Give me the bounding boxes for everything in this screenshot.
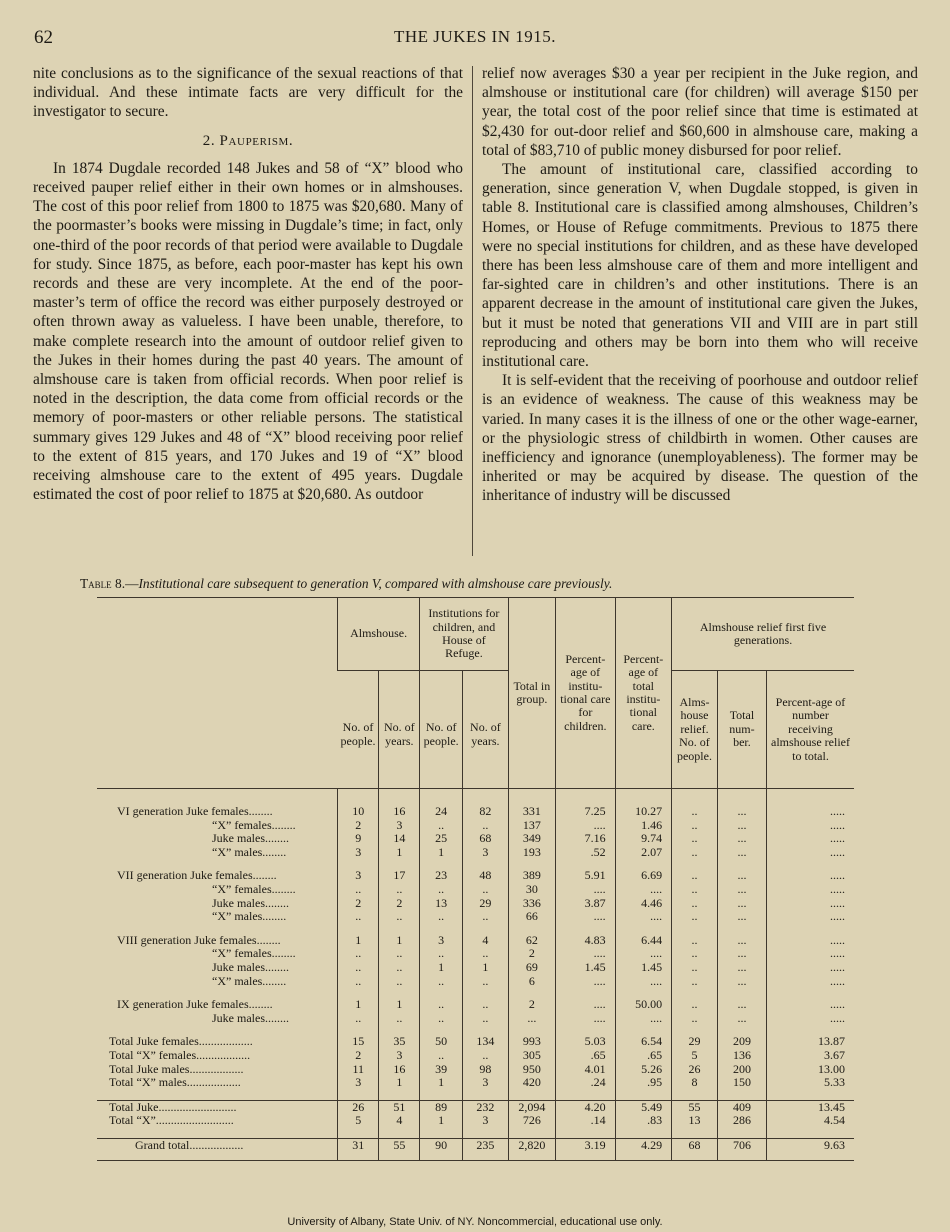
table-cell: 136 — [717, 1049, 766, 1063]
table-cell: 3 — [338, 1076, 379, 1090]
table-cell: 6.69 — [615, 869, 672, 883]
table-cell: .... — [615, 1012, 672, 1026]
table-cell: 39 — [420, 1063, 463, 1077]
row-label: VII generation Juke females........ — [117, 869, 277, 883]
table-cell: ..... — [767, 998, 855, 1012]
header-no-of-years: No. of years. — [379, 671, 420, 789]
table-cell: 31 — [338, 1138, 379, 1152]
table-row — [97, 998, 854, 1012]
table-cell: ... — [717, 869, 766, 883]
table-cell: 10 — [338, 805, 379, 819]
table-cell: .. — [420, 998, 463, 1012]
table-cell: .65 — [556, 1049, 615, 1063]
table-cell: 3 — [379, 819, 420, 833]
row-label: Total “X”.......................... — [109, 1114, 234, 1128]
paragraph: relief now averages $30 a year per recipient in the Juke region, and almshouse or institutional care (for children) will average $150 per year, the total cost of the poor relief since that time is estimated at $2,430 for out-door relief and $60,600 in almshouse care, making a total of $83,710 of public money disbursed for poor relief. — [482, 65, 918, 159]
table-cell: 29 — [463, 897, 508, 911]
table-cell: .. — [672, 832, 718, 846]
table-cell: .65 — [615, 1049, 672, 1063]
table-cell: ... — [717, 819, 766, 833]
table-cell: 50.00 — [615, 998, 672, 1012]
table-cell: 9.63 — [767, 1138, 855, 1152]
header-pct-total: Percent-age of total institu-tional care. — [615, 598, 672, 789]
table-cell: 1 — [463, 961, 508, 975]
table-cell: 1.45 — [556, 961, 615, 975]
table-cell: .. — [672, 961, 718, 975]
table-cell: 1 — [379, 998, 420, 1012]
table-cell: 4.29 — [615, 1138, 672, 1152]
table-cell: .. — [672, 947, 718, 961]
left-column — [33, 64, 463, 504]
table-cell: ..... — [767, 819, 855, 833]
row-label: Total Juke males.................. — [109, 1062, 244, 1076]
table-cell: .95 — [615, 1076, 672, 1090]
table-cell: 30 — [508, 883, 556, 897]
table-cell: 4.83 — [556, 934, 615, 948]
table-cell: 55 — [379, 1138, 420, 1152]
table-cell: 2 — [338, 819, 379, 833]
table-cell: .. — [463, 975, 508, 989]
header-total-in-group: Total in group. — [508, 598, 556, 789]
table-cell: ... — [508, 1012, 556, 1026]
table-cell: .14 — [556, 1114, 615, 1128]
table-cell: .... — [615, 975, 672, 989]
table-cell: ..... — [767, 975, 855, 989]
table-cell: 4.46 — [615, 897, 672, 911]
table-cell: ..... — [767, 961, 855, 975]
table-row — [97, 975, 854, 989]
page-number: 62 — [34, 27, 53, 48]
row-label: “X” males........ — [212, 910, 287, 924]
table-cell: ..... — [767, 910, 855, 924]
header-no-of-years: No. of years. — [463, 671, 508, 789]
table-cell: 4.54 — [767, 1114, 855, 1128]
table-cell: 209 — [717, 1035, 766, 1049]
table-cell: .. — [672, 1012, 718, 1026]
table-cell: .... — [615, 910, 672, 924]
table-row — [97, 961, 854, 975]
table-caption-label: Table 8.— — [80, 576, 139, 591]
table-cell: 4.01 — [556, 1063, 615, 1077]
table-cell: 51 — [379, 1100, 420, 1114]
table-cell: ... — [717, 998, 766, 1012]
table-cell: ..... — [767, 934, 855, 948]
table-cell: 25 — [420, 832, 463, 846]
table-cell: 5.03 — [556, 1035, 615, 1049]
table-cell: 5.33 — [767, 1076, 855, 1090]
row-label: Juke males........ — [212, 896, 289, 910]
table-cell: 993 — [508, 1035, 556, 1049]
table-cell: .. — [379, 910, 420, 924]
table-cell: .. — [338, 961, 379, 975]
table-cell: .... — [556, 910, 615, 924]
table-cell: ..... — [767, 869, 855, 883]
table-cell: .. — [672, 934, 718, 948]
section-number: 2. — [202, 132, 220, 149]
table-cell: 3 — [463, 1076, 508, 1090]
table-row — [97, 1049, 854, 1063]
table-row — [97, 1035, 854, 1049]
table-cell: 98 — [463, 1063, 508, 1077]
table-cell: 2 — [338, 897, 379, 911]
table-cell: 5 — [672, 1049, 718, 1063]
table-cell: .. — [463, 883, 508, 897]
table-row — [97, 910, 854, 924]
table-row — [97, 1076, 854, 1090]
table-cell: 26 — [338, 1100, 379, 1114]
table-cell: 2 — [338, 1049, 379, 1063]
table-cell: 68 — [672, 1138, 718, 1152]
table-cell: ... — [717, 846, 766, 860]
table-cell: ... — [717, 934, 766, 948]
table-cell: 9.74 — [615, 832, 672, 846]
table-cell: 82 — [463, 805, 508, 819]
table-cell: .. — [672, 975, 718, 989]
row-label: Grand total.................. — [97, 1138, 338, 1152]
table-cell: .. — [463, 1049, 508, 1063]
table-cell: 5 — [338, 1114, 379, 1128]
row-label: “X” males........ — [212, 845, 287, 859]
table-cell: 235 — [463, 1138, 508, 1152]
row-label: VI generation Juke females........ — [117, 805, 273, 818]
table-cell: 3 — [379, 1049, 420, 1063]
table-cell: ..... — [767, 846, 855, 860]
table-cell: 150 — [717, 1076, 766, 1090]
table-cell: 69 — [508, 961, 556, 975]
row-label: “X” females........ — [212, 882, 296, 896]
spacer-row — [97, 1128, 854, 1139]
table-cell: .... — [556, 998, 615, 1012]
table-cell: 13 — [420, 897, 463, 911]
paragraph: The amount of institutional care, classified according to generation, since generation V, when Dugdale stopped, is given in table 8. Institutional care is classified among almshouses, Children’s Homes, or House of Refuge commitments. Previous to 1875 there were no special institutions for children, and as these have developed there has been less almshouse care of them and more intelligent and far-sighted care in children’s and other institutions. There is an apparent decrease in the amount of institutional care given the Jukes, but it must be noted that generations VII and VIII are in part still reproducing and others may be born into them who will receive institutional care. — [482, 161, 918, 371]
table-cell: 68 — [463, 832, 508, 846]
spacer-row — [97, 789, 854, 806]
table-cell: ..... — [767, 883, 855, 897]
header-institutions: Institutions for children, and House of Refuge. — [420, 598, 508, 671]
table-cell: 7.25 — [556, 805, 615, 819]
row-label: “X” females........ — [212, 818, 296, 832]
table-cell: 23 — [420, 869, 463, 883]
row-label: “X” females........ — [212, 947, 296, 961]
table-cell: ... — [717, 883, 766, 897]
table-cell: .... — [615, 883, 672, 897]
row-label: IX generation Juke females........ — [117, 998, 273, 1012]
table-cell: ..... — [767, 947, 855, 961]
table-cell: .. — [672, 897, 718, 911]
row-label: VIII generation Juke females........ — [117, 933, 281, 947]
table-cell: .. — [420, 947, 463, 961]
table-cell: 232 — [463, 1100, 508, 1114]
row-label: Total “X” females.................. — [109, 1048, 251, 1062]
header-almshouse-relief-first: Almshouse relief first five generations. — [672, 598, 854, 671]
table-cell: ... — [717, 805, 766, 819]
header-alms-relief-people: Alms-house relief. No. of people. — [672, 671, 718, 789]
table-cell: 1 — [338, 934, 379, 948]
table-cell: 1 — [420, 1114, 463, 1128]
table-cell: .. — [463, 998, 508, 1012]
table-cell: .. — [420, 975, 463, 989]
table-cell: 6.44 — [615, 934, 672, 948]
table-cell: 13.87 — [767, 1035, 855, 1049]
spacer-row — [97, 1090, 854, 1101]
table-cell: .. — [420, 883, 463, 897]
table-cell: .. — [672, 805, 718, 819]
table-cell: 4 — [463, 934, 508, 948]
table-caption — [80, 576, 900, 592]
table-cell: 137 — [508, 819, 556, 833]
table-cell: 1.45 — [615, 961, 672, 975]
table-cell: 389 — [508, 869, 556, 883]
table-cell: ... — [717, 897, 766, 911]
table-cell: .. — [420, 819, 463, 833]
row-label: Total Juke females.................. — [109, 1035, 253, 1049]
table-cell: 6.54 — [615, 1035, 672, 1049]
table-cell: 10.27 — [615, 805, 672, 819]
table-cell: .. — [338, 1012, 379, 1026]
table-cell: 48 — [463, 869, 508, 883]
table-cell: .. — [420, 910, 463, 924]
table-cell: 4.20 — [556, 1100, 615, 1114]
table-row — [97, 846, 854, 860]
table-row — [97, 1100, 854, 1114]
table-cell: 29 — [672, 1035, 718, 1049]
table-cell: .83 — [615, 1114, 672, 1128]
table-cell: .. — [463, 910, 508, 924]
table-cell: 5.26 — [615, 1063, 672, 1077]
table-cell: .. — [463, 947, 508, 961]
paragraph: In 1874 Dugdale recorded 148 Jukes and 58 of “X” blood who received pauper relief either in their own homes or in almshouses. The cost of this poor relief from 1800 to 1875 was $20,680. Many of the poormaster’s books were missing in Dugdale’s time; in fact, only one-third of the poor records of that period were available to Dugdale for study. Since 1875, as before, each poor-master has kept his own records and these are very incomplete. At the end of the poor-master’s term of office the record was either purposely destroyed or often thrown away as valueless. I have been unable, therefore, to make complete research into the amount of outdoor relief given to the Jukes in their homes during the past 40 years. The amount of almshouse care is taken from official records. When poor relief is noted in the description, the data come from official records or the memory of poor-masters or other reliable persons. The statistical summary gives 129 Jukes and 48 of “X” blood receiving poor relief to the extent of 815 years, and 170 Jukes and 19 of “X” blood receiving almshouse care to the extent of 495 years. Dugdale estimated the cost of poor relief to 1875 at $20,680. As outdoor — [33, 159, 463, 504]
table-cell: 2 — [508, 998, 556, 1012]
table-cell: 286 — [717, 1114, 766, 1128]
table-row — [97, 1138, 854, 1152]
row-label: Juke males........ — [212, 832, 289, 846]
table-cell: .. — [338, 947, 379, 961]
table-cell: .. — [672, 883, 718, 897]
table-cell: .. — [672, 998, 718, 1012]
table-cell: 6 — [508, 975, 556, 989]
table-cell: ... — [717, 961, 766, 975]
table-cell: 2 — [379, 897, 420, 911]
table-cell: 90 — [420, 1138, 463, 1152]
table-cell: 66 — [508, 910, 556, 924]
table-cell: 55 — [672, 1100, 718, 1114]
table-cell: 13.00 — [767, 1063, 855, 1077]
table-cell: .. — [379, 883, 420, 897]
table-cell: .. — [672, 819, 718, 833]
table-cell: .... — [556, 975, 615, 989]
table-cell: .. — [463, 1012, 508, 1026]
table-cell: 62 — [508, 934, 556, 948]
table-cell: ... — [717, 947, 766, 961]
table-cell: .... — [615, 947, 672, 961]
table-cell: 349 — [508, 832, 556, 846]
table-cell: 1 — [420, 846, 463, 860]
header-almshouse: Almshouse. — [338, 598, 420, 671]
right-column — [482, 64, 918, 506]
column-divider — [472, 66, 473, 556]
table-row — [97, 947, 854, 961]
table-cell: 409 — [717, 1100, 766, 1114]
section-heading — [33, 132, 463, 151]
row-label: Total “X” males.................. — [109, 1076, 241, 1090]
table-cell: .. — [379, 975, 420, 989]
table-cell: .... — [556, 819, 615, 833]
footer-note: University of Albany, State Univ. of NY. Noncommercial, educational use only. — [287, 1216, 663, 1228]
table-cell: 24 — [420, 805, 463, 819]
row-label: Juke males........ — [212, 960, 289, 974]
table-cell: 26 — [672, 1063, 718, 1077]
spacer-row — [97, 1152, 854, 1161]
table-cell: .... — [556, 947, 615, 961]
table-cell: .... — [556, 883, 615, 897]
table-cell: 420 — [508, 1076, 556, 1090]
table-cell: 2 — [508, 947, 556, 961]
table-cell: 331 — [508, 805, 556, 819]
table-cell: .. — [379, 961, 420, 975]
header-no-of-people: No. of people. — [420, 671, 463, 789]
table-wrap — [97, 597, 854, 1161]
table-cell: ..... — [767, 805, 855, 819]
table-cell: 89 — [420, 1100, 463, 1114]
table-cell: ..... — [767, 897, 855, 911]
table-row — [97, 1012, 854, 1026]
table-cell: 1 — [338, 998, 379, 1012]
table-row — [97, 805, 854, 819]
table-cell: .. — [420, 1012, 463, 1026]
table-cell: 2,094 — [508, 1100, 556, 1114]
section-title: Pauperism. — [219, 132, 294, 149]
table-row — [97, 1063, 854, 1077]
table-row — [97, 869, 854, 883]
header-pct-receiving: Percent-age of number receiving almshouse relief to total. — [767, 671, 855, 789]
row-label: “X” males........ — [212, 974, 287, 988]
table-cell: ... — [717, 910, 766, 924]
institutional-care-table — [97, 597, 854, 1161]
table-caption-text: Institutional care subsequent to generation V, compared with almshouse care previously. — [138, 576, 613, 591]
table-cell: 1 — [379, 1076, 420, 1090]
table-cell: 3 — [338, 846, 379, 860]
table-cell: 13 — [672, 1114, 718, 1128]
table-cell: 16 — [379, 805, 420, 819]
table-cell: 3.67 — [767, 1049, 855, 1063]
table-cell: 134 — [463, 1035, 508, 1049]
table-cell: ... — [717, 1012, 766, 1026]
paragraph: It is self-evident that the receiving of poorhouse and outdoor relief is an evidence of weakness. The cause of this weakness may be varied. In many cases it is the illness of one or the other wage-earner, or the physiologic stress of childbirth in women. Other causes are inefficiency and ignorance (unemployableness). The former may be inherited or may be acquired by disease. The question of the inheritance of industry will be discussed — [482, 372, 918, 505]
paragraph: nite conclusions as to the significance of the sexual reactions of that individual. And these intimate facts are very difficult for the investigator to secure. — [33, 65, 463, 121]
table-cell: 1.46 — [615, 819, 672, 833]
table-cell: ..... — [767, 1012, 855, 1026]
table-cell: 336 — [508, 897, 556, 911]
table-cell: 5.49 — [615, 1100, 672, 1114]
table-cell: ..... — [767, 832, 855, 846]
table-cell: 2.07 — [615, 846, 672, 860]
row-label: Juke males........ — [212, 1011, 289, 1025]
table-cell: 3 — [338, 869, 379, 883]
table-cell: .. — [338, 910, 379, 924]
table-cell: .. — [379, 1012, 420, 1026]
table-row — [97, 832, 854, 846]
table-cell: 7.16 — [556, 832, 615, 846]
table-cell: 1 — [379, 934, 420, 948]
table-cell: 1 — [420, 961, 463, 975]
table-cell: 9 — [338, 832, 379, 846]
table-cell: 5.91 — [556, 869, 615, 883]
header-pct-children: Percent-age of institu-tional care for children. — [556, 598, 615, 789]
row-label: Total Juke.......................... — [97, 1100, 338, 1114]
table-cell: .. — [672, 869, 718, 883]
table-cell: 3.19 — [556, 1138, 615, 1152]
table-cell: .... — [556, 1012, 615, 1026]
table-cell: 13.45 — [767, 1100, 855, 1114]
table-cell: 3 — [420, 934, 463, 948]
table-cell: 2,820 — [508, 1138, 556, 1152]
table-row — [97, 819, 854, 833]
table-cell: 16 — [379, 1063, 420, 1077]
table-cell: .24 — [556, 1076, 615, 1090]
table-cell: 193 — [508, 846, 556, 860]
header-total-number: Total num-ber. — [717, 671, 766, 789]
table-cell: 200 — [717, 1063, 766, 1077]
table-cell: 11 — [338, 1063, 379, 1077]
table-cell: .52 — [556, 846, 615, 860]
table-cell: ... — [717, 832, 766, 846]
stub-header — [97, 598, 338, 789]
table-cell: 15 — [338, 1035, 379, 1049]
table-cell: 35 — [379, 1035, 420, 1049]
table-cell: 3 — [463, 1114, 508, 1128]
table-cell: .. — [672, 846, 718, 860]
table-cell: .. — [672, 910, 718, 924]
table-cell: .. — [420, 1049, 463, 1063]
table-cell: 950 — [508, 1063, 556, 1077]
table-cell: 706 — [717, 1138, 766, 1152]
table-row — [97, 1114, 854, 1128]
table-cell: 14 — [379, 832, 420, 846]
table-row — [97, 934, 854, 948]
table-cell: .. — [338, 883, 379, 897]
table-cell: 50 — [420, 1035, 463, 1049]
table-cell: .. — [379, 947, 420, 961]
table-cell: .. — [338, 975, 379, 989]
table-cell: 1 — [379, 846, 420, 860]
table-cell: 3 — [463, 846, 508, 860]
table-cell: 726 — [508, 1114, 556, 1128]
table-cell: 8 — [672, 1076, 718, 1090]
table-cell: 4 — [379, 1114, 420, 1128]
table-cell: 1 — [420, 1076, 463, 1090]
table-cell: 305 — [508, 1049, 556, 1063]
table-cell: .. — [463, 819, 508, 833]
table-cell: ... — [717, 975, 766, 989]
table-row — [97, 897, 854, 911]
table-cell: 3.87 — [556, 897, 615, 911]
running-head: THE JUKES IN 1915. — [394, 27, 556, 46]
table-row — [97, 883, 854, 897]
table-cell: 17 — [379, 869, 420, 883]
header-no-of-people: No. of people. — [338, 671, 379, 789]
